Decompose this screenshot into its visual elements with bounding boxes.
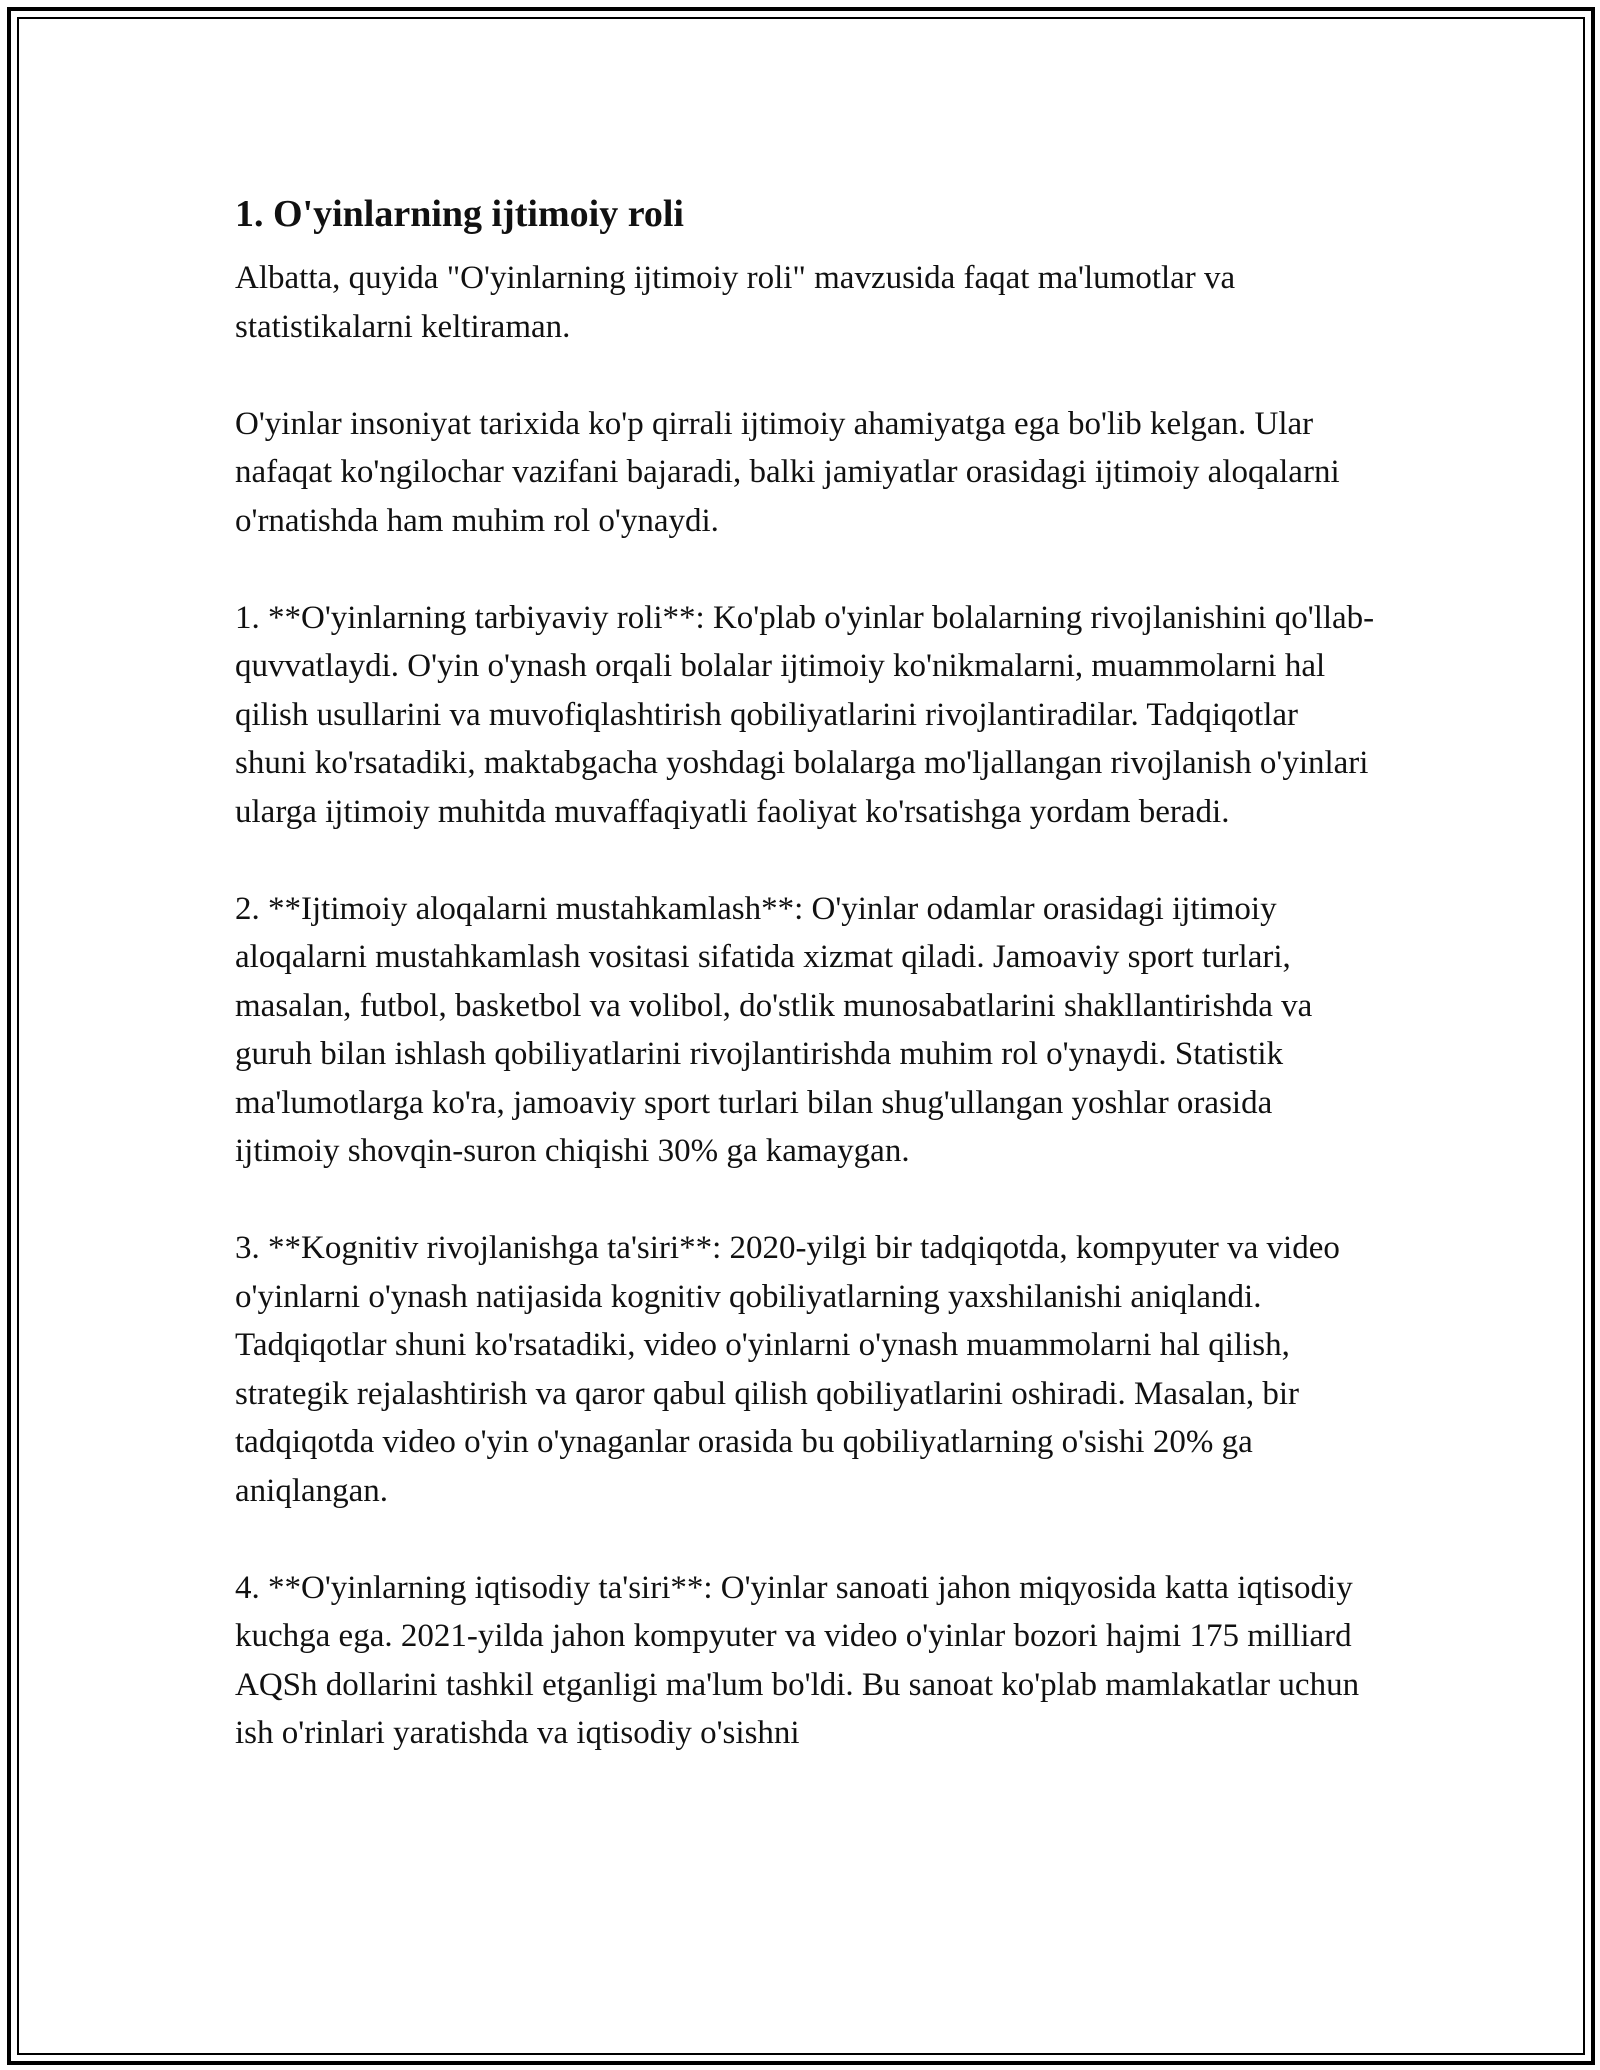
paragraph-point-1: 1. **O'yinlarning tarbiyaviy roli**: Ko'plab o'yinlar bolalarning rivojlanishini qo'llab-quvvatlaydi. O'yin o'ynash orqali bolalar ijtimoiy ko'nikmalarni, muammolarni hal qilish usullarini va muvofiqlashtirish qobiliyatlarini rivojlantiradilar. Tadqiqotlar shuni ko'rsatadiki, maktabgacha yoshdagi bolalarga mo'ljallangan rivojlanish o'yinlari ularga ijtimoiy muhitda muvaffaqiyatli faoliyat ko'rsatishga yordam beradi. bbox=[235, 599, 1375, 830]
section-title: 1. O'yinlarning ijtimoiy roli bbox=[235, 193, 684, 235]
paragraph-overview: O'yinlar insoniyat tarixida ko'p qirrali ijtimoiy ahamiyatga ega bo'lib kelgan. Ular nafaqat ko'ngilochar vazifani bajaradi, balki jamiyatlar orasidagi ijtimoiy aloqalarni o'rnatishda ham muhim rol o'ynaydi. bbox=[235, 405, 1340, 539]
paragraph-point-3: 3. **Kognitiv rivojlanishga ta'siri**: 2020-yilgi bir tadqiqotda, kompyuter va video o'yinlarni o'ynash natijasida kognitiv qobiliyatlarning yaxshilanishi aniqlandi. Tadqiqotlar shuni ko'rsatadiki, video o'yinlarni o'ynash muammolarni hal qilish, strategik rejalashtirish va qaror qabul qilish qobiliyatlarini oshiradi. Masalan, bir tadqiqotda video o'yin o'ynaganlar orasida bu qobiliyatlarning o'sishi 20% ga aniqlangan. bbox=[235, 1230, 1340, 1509]
paragraph-point-2: 2. **Ijtimoiy aloqalarni mustahkamlash**: O'yinlar odamlar orasidagi ijtimoiy aloqalarni mustahkamlash vositasi sifatida xizmat qiladi. Jamoaviy sport turlari, masalan, futbol, basketbol va volibol, do'stlik munosabatlarini shakllantirishda va guruh bilan ishlash qobiliyatlarini rivojlantirishda muhim rol o'ynaydi. Statistik ma'lumotlarga ko'ra, jamoaviy sport turlari bilan shug'ullangan yoshlar orasida ijtimoiy shovqin-suron chiqishi 30% ga kamaygan. bbox=[235, 890, 1313, 1169]
document-body bbox=[235, 186, 1375, 1758]
paragraph-intro: Albatta, quyida "O'yinlarning ijtimoiy roli" mavzusida faqat ma'lumotlar va statistikalarni keltiraman. bbox=[235, 260, 1236, 345]
paragraph-point-4: 4. **O'yinlarning iqtisodiy ta'siri**: O'yinlar sanoati jahon miqyosida katta iqtisodiy kuchga ega. 2021-yilda jahon kompyuter va video o'yinlar bozori hajmi 175 milliard AQSh dollarini tashkil etganligi ma'lum bo'ldi. Bu sanoat ko'plab mamlakatlar uchun ish o'rinlari yaratishda va iqtisodiy o'sishni bbox=[235, 1569, 1360, 1751]
